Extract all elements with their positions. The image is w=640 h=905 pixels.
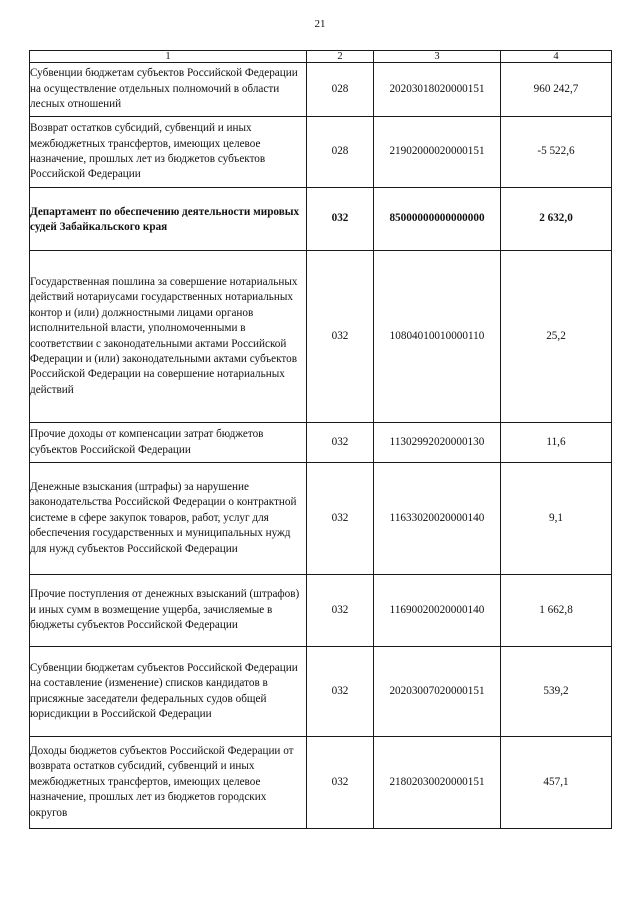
column-header-4: 4	[501, 51, 612, 63]
budget-code-cell: 11633020020000140	[374, 463, 501, 575]
admin-code-cell: 032	[307, 423, 374, 463]
budget-code-cell: 20203007020000151	[374, 647, 501, 737]
amount-cell: 960 242,7	[501, 63, 612, 117]
column-header-1: 1	[30, 51, 307, 63]
table-row	[30, 737, 612, 829]
amount-cell: 9,1	[501, 463, 612, 575]
table-row-department	[30, 188, 612, 251]
admin-code-cell: 028	[307, 63, 374, 117]
budget-code-cell: 11302992020000130	[374, 423, 501, 463]
revenue-name-cell: Прочие поступления от денежных взысканий (штрафов) и иных сумм в возмещение ущерба, зачисляемые в бюджеты субъектов Российской Федерации	[30, 575, 307, 647]
revenue-table	[29, 50, 612, 829]
table-row	[30, 575, 612, 647]
department-name-cell: Департамент по обеспечению деятельности мировых судей Забайкальского края	[30, 188, 307, 251]
amount-cell: 1 662,8	[501, 575, 612, 647]
amount-cell: 11,6	[501, 423, 612, 463]
admin-code-cell: 032	[307, 463, 374, 575]
header-row	[30, 51, 612, 63]
amount-cell: -5 522,6	[501, 117, 612, 188]
amount-cell: 539,2	[501, 647, 612, 737]
budget-code-cell: 85000000000000000	[374, 188, 501, 251]
table-row	[30, 63, 612, 117]
table-row	[30, 463, 612, 575]
page-number: 21	[314, 18, 326, 30]
column-header-3: 3	[374, 51, 501, 63]
column-header-2: 2	[307, 51, 374, 63]
table-row	[30, 251, 612, 423]
table-row	[30, 423, 612, 463]
admin-code-cell: 032	[307, 188, 374, 251]
table-row	[30, 647, 612, 737]
admin-code-cell: 028	[307, 117, 374, 188]
amount-cell: 25,2	[501, 251, 612, 423]
amount-cell: 457,1	[501, 737, 612, 829]
admin-code-cell: 032	[307, 575, 374, 647]
admin-code-cell: 032	[307, 737, 374, 829]
admin-code-cell: 032	[307, 251, 374, 423]
budget-code-cell: 10804010010000110	[374, 251, 501, 423]
revenue-name-cell: Возврат остатков субсидий, субвенций и иных межбюджетных трансфертов, имеющих целевое назначение, прошлых лет из бюджетов субъектов Российской Федерации	[30, 117, 307, 188]
revenue-name-cell: Субвенции бюджетам субъектов Российской Федерации на осуществление отдельных полномочий в области лесных отношений	[30, 63, 307, 117]
table-row	[30, 117, 612, 188]
budget-code-cell: 21802030020000151	[374, 737, 501, 829]
revenue-name-cell: Государственная пошлина за совершение нотариальных действий нотариусами государственных нотариальных контор и (или) должностными лицами органов исполнительной власти, уполномоченными в соответствии с законодательными актами Российской Федерации и (или) законодательными актами субъектов Российской Федерации на совершение нотариальных действий	[30, 251, 307, 423]
amount-cell: 2 632,0	[501, 188, 612, 251]
revenue-name-cell: Прочие доходы от компенсации затрат бюджетов субъектов Российской Федерации	[30, 423, 307, 463]
budget-code-cell: 21902000020000151	[374, 117, 501, 188]
admin-code-cell: 032	[307, 647, 374, 737]
revenue-name-cell: Доходы бюджетов субъектов Российской Федерации от возврата остатков субсидий, субвенций и иных межбюджетных трансфертов, имеющих целевое назначение, прошлых лет из бюджетов городских округов	[30, 737, 307, 829]
budget-code-cell: 11690020020000140	[374, 575, 501, 647]
revenue-name-cell: Субвенции бюджетам субъектов Российской Федерации на составление (изменение) списков кандидатов в присяжные заседатели федеральных судов общей юрисдикции в Российской Федерации	[30, 647, 307, 737]
revenue-name-cell: Денежные взыскания (штрафы) за нарушение законодательства Российской Федерации о контрактной системе в сфере закупок товаров, работ, услуг для обеспечения государственных и муниципальных нужд для нужд субъектов Российской Федерации	[30, 463, 307, 575]
budget-code-cell: 20203018020000151	[374, 63, 501, 117]
